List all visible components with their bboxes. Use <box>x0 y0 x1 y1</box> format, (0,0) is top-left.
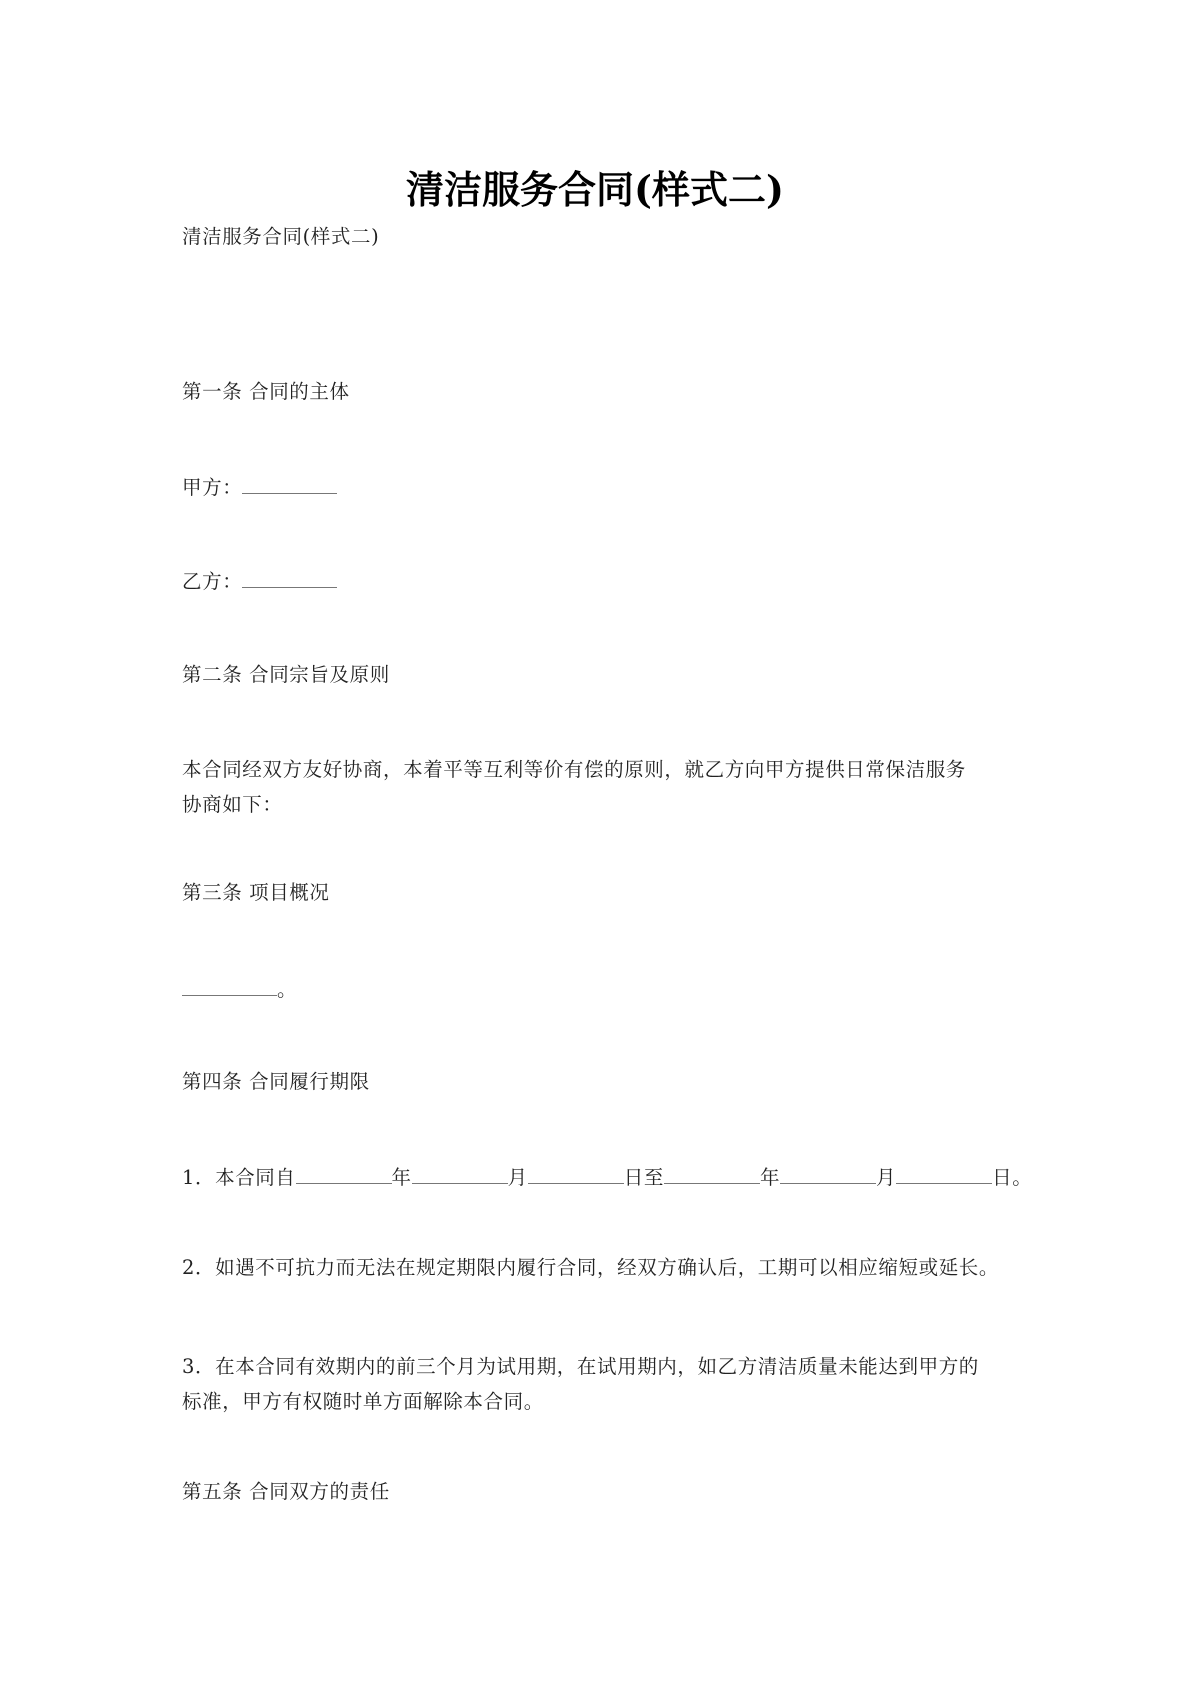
party-b-line <box>182 570 337 594</box>
end-year-blank[interactable] <box>664 1169 760 1184</box>
start-day-blank[interactable] <box>528 1169 624 1184</box>
article-4-item-2: 2．如遇不可抗力而无法在规定期限内履行合同，经双方确认后，工期可以相应缩短或延长。 <box>182 1256 1000 1279</box>
party-a-line <box>182 476 337 500</box>
article-2-paragraph-line-1: 本合同经双方友好协商，本着平等互利等价有偿的原则，就乙方向甲方提供日常保洁服务 <box>182 758 966 781</box>
day-end-label: 日。 <box>992 1166 1033 1189</box>
month-label: 月 <box>876 1166 897 1189</box>
party-b-blank[interactable] <box>242 573 337 588</box>
start-year-blank[interactable] <box>296 1169 392 1184</box>
article-5-heading: 第五条 合同双方的责任 <box>182 1480 390 1503</box>
article-1-heading: 第一条 合同的主体 <box>182 380 350 403</box>
party-a-label: 甲方： <box>182 476 243 499</box>
article-4-heading: 第四条 合同履行期限 <box>182 1070 370 1093</box>
month-label: 月 <box>507 1166 528 1189</box>
party-b-label: 乙方： <box>182 570 243 593</box>
party-a-blank[interactable] <box>242 479 337 494</box>
day-to-label: 日至 <box>623 1166 664 1189</box>
article-3-heading: 第三条 项目概况 <box>182 881 330 904</box>
article-4-item-3-line-1: 3．在本合同有效期内的前三个月为试用期，在试用期内，如乙方清洁质量未能达到甲方的 <box>182 1355 979 1378</box>
document-subtitle: 清洁服务合同(样式二) <box>182 225 380 248</box>
article-4-item-1 <box>182 1166 1032 1190</box>
article-2-paragraph-line-2: 协商如下： <box>182 793 283 816</box>
year-label: 年 <box>759 1166 781 1189</box>
article-4-item-3-line-2: 标准，甲方有权随时单方面解除本合同。 <box>182 1390 544 1413</box>
end-month-blank[interactable] <box>780 1169 876 1184</box>
article-2-heading: 第二条 合同宗旨及原则 <box>182 663 390 686</box>
document-title: 清洁服务合同(样式二) <box>406 167 784 212</box>
blank-suffix: 。 <box>277 978 298 1001</box>
end-day-blank[interactable] <box>896 1169 992 1184</box>
item1-prefix: 1．本合同自 <box>182 1166 296 1189</box>
project-overview-blank[interactable] <box>182 981 277 996</box>
article-3-blank-line <box>182 978 297 1002</box>
start-month-blank[interactable] <box>412 1169 508 1184</box>
year-label: 年 <box>391 1166 412 1189</box>
